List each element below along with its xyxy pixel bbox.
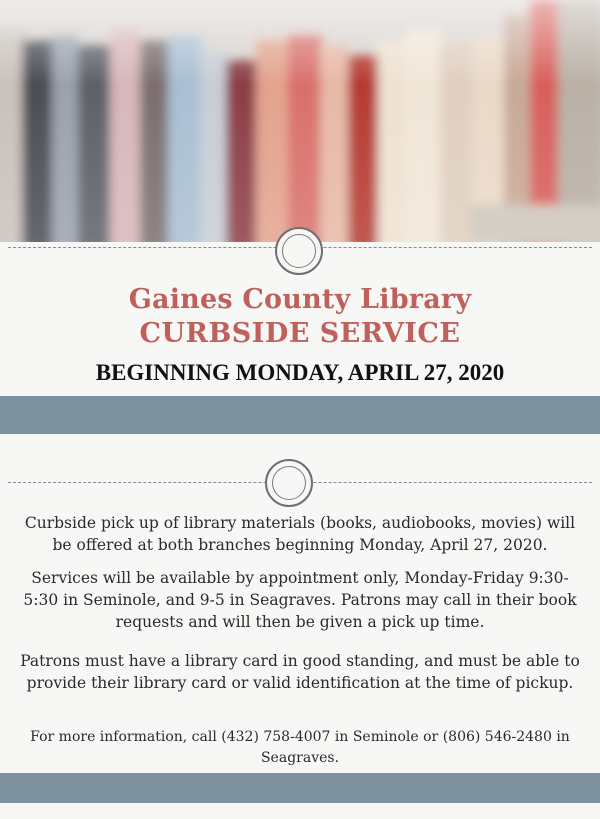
paragraph-requirements: Patrons must have a library card in good standing, and must be able to provide their library card or valid identification at the time of pickup. [20,652,580,692]
start-date-heading: BEGINNING MONDAY, APRIL 27, 2020 [95,360,505,385]
footer-band [0,773,600,803]
paragraph-curbside: Curbside pick up of library materials (books, audiobooks, movies) will be offered at both branches beginning Monday, April 27, 2020. [24,514,576,554]
library-title: Gaines County Library [128,284,472,315]
bookshelf-photo [0,0,600,242]
paragraph-hours: Services will be available by appointment only, Monday-Friday 9:30-5:30 in Seminole, and 9-5 in Seagraves. Patrons may call in their book requests and will then be given a pick up time. [23,569,577,631]
contact-info: For more information, call (432) 758-4007 in Seminole or (806) 546-2480 in Seagraves. [30,729,570,766]
double-ring-icon [275,227,323,275]
divider-band [0,396,600,434]
service-title: CURBSIDE SERVICE [139,318,461,349]
double-ring-icon [265,459,313,507]
